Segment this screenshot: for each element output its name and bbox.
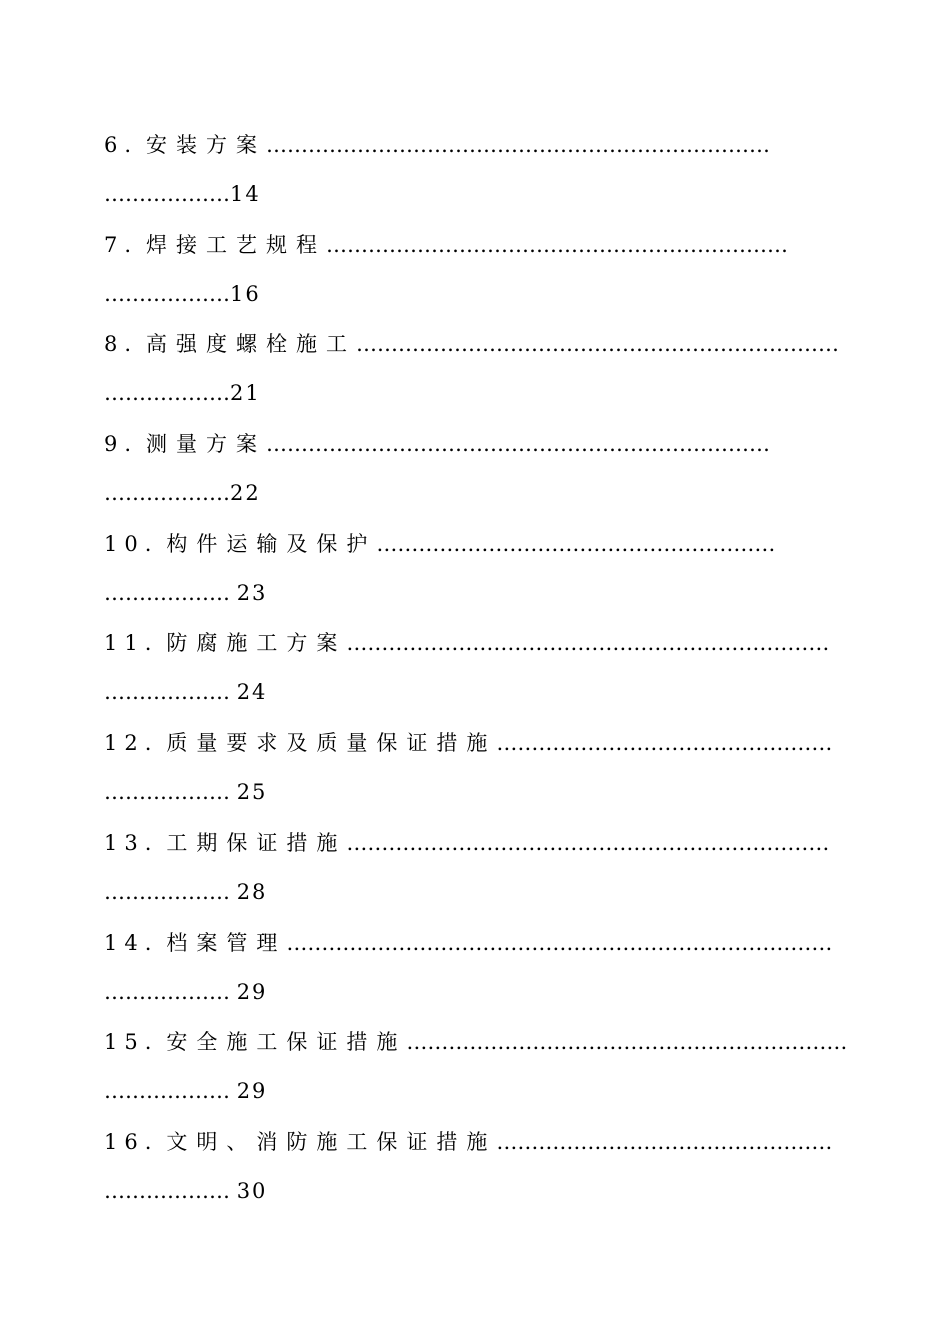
toc-entry-line: [104, 279, 850, 309]
toc-entry-number: 11.: [104, 631, 159, 656]
toc-entry-line: [104, 828, 850, 858]
toc-entry-8[interactable]: [104, 325, 850, 425]
toc-entry-line: [104, 777, 850, 807]
toc-entry-line: [104, 529, 850, 559]
toc-entry-line: [104, 578, 850, 608]
toc-entry-line: [104, 977, 850, 1007]
toc-leader: ………………………………………………………………: [266, 133, 771, 157]
toc-entry-16[interactable]: [104, 1123, 850, 1223]
toc-page-number: 30: [236, 1178, 268, 1203]
toc-leader: …………………………………………………: [376, 531, 776, 556]
toc-entry-title: 安全施工保证措施: [166, 1030, 407, 1055]
toc-entry-title: 测量方案: [146, 432, 267, 457]
toc-entry-title: 高强度螺栓施工: [146, 332, 357, 357]
toc-leader: ………………: [104, 1079, 237, 1104]
toc-entry-number: 9.: [104, 432, 139, 457]
toc-entry-title: 文明、消防施工保证措施: [166, 1129, 497, 1154]
toc-entry-7[interactable]: [104, 226, 850, 326]
toc-entry-title: 档案管理: [166, 930, 287, 955]
toc-leader: ………………: [104, 182, 230, 206]
toc-entry-title: 质量要求及质量保证措施: [166, 731, 497, 756]
toc-entry-number: 15.: [104, 1030, 159, 1055]
toc-entry-number: 6.: [104, 133, 139, 157]
toc-entry-line: [104, 1176, 850, 1206]
toc-entry-number: 13.: [104, 830, 159, 855]
toc-entry-15[interactable]: [104, 1023, 850, 1123]
toc-page-number: 24: [236, 680, 268, 705]
toc-leader: ………………: [104, 1178, 237, 1203]
toc-entry-line: [104, 1127, 850, 1157]
toc-entry-line: [104, 429, 850, 459]
toc-entry-line: [104, 728, 850, 758]
toc-leader: ………………: [104, 481, 230, 506]
toc-page-number: 14: [230, 182, 261, 206]
toc-entry-14[interactable]: [104, 924, 850, 1024]
toc-page-number: 21: [230, 381, 261, 406]
toc-leader: …………………………………………………………: [326, 232, 789, 257]
toc-entry-12[interactable]: [104, 724, 850, 824]
toc-entry-number: 14.: [104, 930, 159, 955]
toc-entry-line: [104, 378, 850, 408]
toc-entry-number: 12.: [104, 731, 159, 756]
toc-leader: ……………………………………………………………: [346, 631, 830, 656]
toc-entry-line: [104, 628, 850, 658]
toc-leader: …………………………………………: [496, 731, 833, 756]
toc-entry-line: [104, 230, 850, 260]
toc-leader: ………………………………………………………: [406, 1030, 848, 1055]
toc-entry-9[interactable]: [104, 425, 850, 525]
toc-page-number: 29: [236, 1079, 268, 1104]
toc-leader: ……………………………………………………………: [346, 830, 830, 855]
toc-entry-13[interactable]: [104, 824, 850, 924]
toc-entry-line: [104, 179, 850, 209]
toc-leader: ………………: [104, 879, 237, 904]
toc-leader: ……………………………………………………………………: [286, 930, 833, 955]
toc-entry-line: [104, 677, 850, 707]
toc-leader: ………………………………………………………………: [266, 432, 771, 457]
toc-entry-line: [104, 928, 850, 958]
toc-leader: ……………………………………………………………: [356, 332, 840, 357]
toc-leader: ………………: [104, 780, 237, 805]
toc-page-number: 16: [230, 281, 261, 306]
toc-page-number: 22: [230, 481, 261, 506]
toc-leader: ………………: [104, 381, 230, 406]
toc-entry-line: [104, 478, 850, 508]
toc-entry-number: 7.: [104, 232, 139, 257]
toc-page-number: 23: [236, 580, 268, 605]
toc-entry-line: [104, 1027, 850, 1057]
toc-entry-title: 焊接工艺规程: [146, 232, 327, 257]
toc-entry-line: [104, 1076, 850, 1106]
toc-entry-11[interactable]: [104, 624, 850, 724]
toc-entry-6[interactable]: [104, 126, 850, 226]
toc-entry-title: 构件运输及保护: [166, 531, 377, 556]
toc-entry-number: 16.: [104, 1129, 159, 1154]
toc-page-number: 29: [236, 979, 268, 1004]
toc-entry-10[interactable]: [104, 525, 850, 625]
toc-entry-number: 10.: [104, 531, 159, 556]
toc-entry-title: 防腐施工方案: [166, 631, 347, 656]
toc-entry-line: [104, 130, 850, 160]
toc-entry-title: 工期保证措施: [166, 830, 347, 855]
toc-page-number: 28: [236, 879, 268, 904]
table-of-contents: [104, 126, 850, 1223]
toc-leader: ………………: [104, 281, 230, 306]
toc-entry-number: 8.: [104, 332, 139, 357]
toc-page-number: 25: [236, 780, 268, 805]
toc-leader: ………………: [104, 580, 237, 605]
toc-entry-title: 安装方案: [146, 133, 267, 157]
toc-leader: …………………………………………: [496, 1129, 833, 1154]
toc-leader: ………………: [104, 680, 237, 705]
toc-leader: ………………: [104, 979, 237, 1004]
toc-entry-line: [104, 329, 850, 359]
toc-entry-line: [104, 877, 850, 907]
